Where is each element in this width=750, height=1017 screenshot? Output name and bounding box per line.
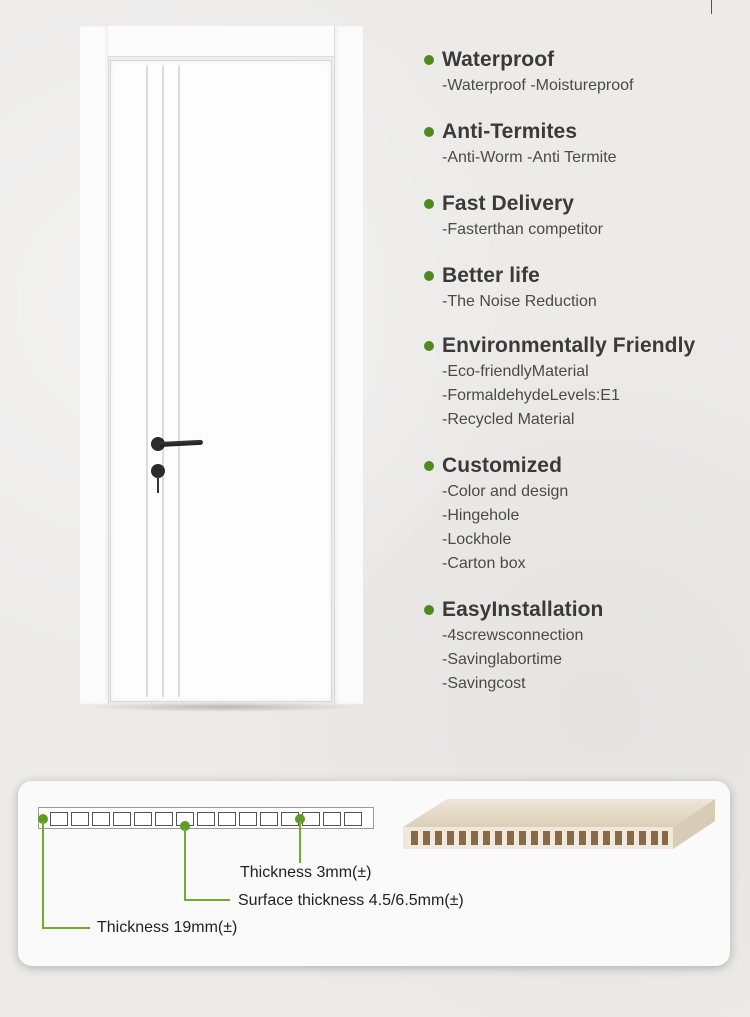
bullet-dot-icon (424, 55, 434, 65)
profile-cell (323, 812, 341, 826)
bullet-dot-icon (424, 271, 434, 281)
profile-cell (134, 812, 152, 826)
door-shadow (86, 702, 360, 712)
feature-customized (424, 452, 744, 596)
thickness-3mm-label: Thickness 3mm(±) (240, 864, 372, 881)
feature-title: Waterproof (442, 48, 555, 71)
feature-line: -Waterproof -Moistureproof (442, 77, 634, 94)
feature-line: -The Noise Reduction (442, 293, 597, 310)
profile-cell (50, 812, 68, 826)
leader-line (42, 927, 90, 929)
profile-cell (260, 812, 278, 826)
panel-hole (483, 831, 490, 845)
panel-hole (507, 831, 514, 845)
panel-hole (579, 831, 586, 845)
panel-top-surface (403, 799, 715, 827)
bullet-dot-icon (424, 605, 434, 615)
feature-title: Fast Delivery (442, 192, 575, 215)
panel-hole (459, 831, 466, 845)
leader-line (184, 829, 186, 901)
profile-cell (344, 812, 362, 826)
feature-line: -Recycled Material (442, 411, 575, 428)
feature-line: -Anti-Worm -Anti Termite (442, 149, 617, 166)
profile-cell (71, 812, 89, 826)
door-frame-left (80, 26, 109, 704)
panel-hole (662, 831, 668, 845)
keyhole-icon (151, 464, 165, 478)
leader-line (299, 821, 301, 863)
feature-title: Customized (442, 454, 563, 477)
panel-hole (447, 831, 454, 845)
panel-hole (639, 831, 646, 845)
bullet-dot-icon (424, 127, 434, 137)
door-frame-right (334, 26, 363, 704)
feature-line: -4screwsconnection (442, 627, 584, 644)
panel-cross-section-image (403, 797, 715, 863)
profile-cell (92, 812, 110, 826)
panel-hole (555, 831, 562, 845)
feature-line: -Hingehole (442, 507, 520, 524)
feature-better-life (424, 262, 744, 332)
feature-environmentally-friendly (424, 332, 744, 452)
profile-cell (155, 812, 173, 826)
panel-hole (543, 831, 550, 845)
feature-list (424, 46, 744, 700)
panel-hole (519, 831, 526, 845)
panel-hole (627, 831, 634, 845)
profile-cell (197, 812, 215, 826)
feature-title: EasyInstallation (442, 598, 604, 621)
feature-title: Better life (442, 264, 540, 287)
panel-hole (591, 831, 598, 845)
door-groove (162, 65, 164, 697)
panel-hole (567, 831, 574, 845)
profile-cell (239, 812, 257, 826)
leader-line (184, 899, 230, 901)
feature-fast-delivery (424, 190, 744, 262)
panel-hole (495, 831, 502, 845)
panel-hole (615, 831, 622, 845)
panel-hole (411, 831, 418, 845)
door-frame-top (108, 26, 334, 57)
profile-cell (218, 812, 236, 826)
key-icon (157, 477, 159, 493)
feature-line: -FormaldehydeLevels:E1 (442, 387, 620, 404)
panel-hole (603, 831, 610, 845)
bullet-dot-icon (424, 199, 434, 209)
leader-line (42, 821, 44, 929)
feature-line: -Eco-friendlyMaterial (442, 363, 589, 380)
corner-divider (711, 0, 712, 14)
feature-title: Anti-Termites (442, 120, 578, 143)
feature-line: -Savinglabortime (442, 651, 563, 668)
feature-line: -Color and design (442, 483, 569, 500)
panel-hole (435, 831, 442, 845)
feature-line: -Carton box (442, 555, 526, 572)
profile-diagram (38, 807, 374, 829)
surface-thickness-label: Surface thickness 4.5/6.5mm(±) (238, 892, 464, 909)
door-groove (178, 65, 180, 697)
door-groove (146, 65, 148, 697)
panel-hole (651, 831, 658, 845)
bullet-dot-icon (424, 341, 434, 351)
panel-hole (531, 831, 538, 845)
thickness-19mm-label: Thickness 19mm(±) (97, 919, 238, 936)
cross-section-card (18, 781, 730, 966)
feature-waterproof (424, 46, 744, 118)
feature-title: Environmentally Friendly (442, 334, 696, 357)
door-leaf (110, 60, 332, 702)
door-handle-icon (159, 440, 203, 447)
panel-hole (423, 831, 430, 845)
profile-cell (113, 812, 131, 826)
feature-line: -Lockhole (442, 531, 512, 548)
bullet-dot-icon (424, 461, 434, 471)
panel-hole (471, 831, 478, 845)
feature-easy-installation (424, 596, 744, 700)
door-image (80, 26, 362, 706)
feature-line: -Savingcost (442, 675, 526, 692)
feature-anti-termites (424, 118, 744, 190)
feature-line: -Fasterthan competitor (442, 221, 603, 238)
